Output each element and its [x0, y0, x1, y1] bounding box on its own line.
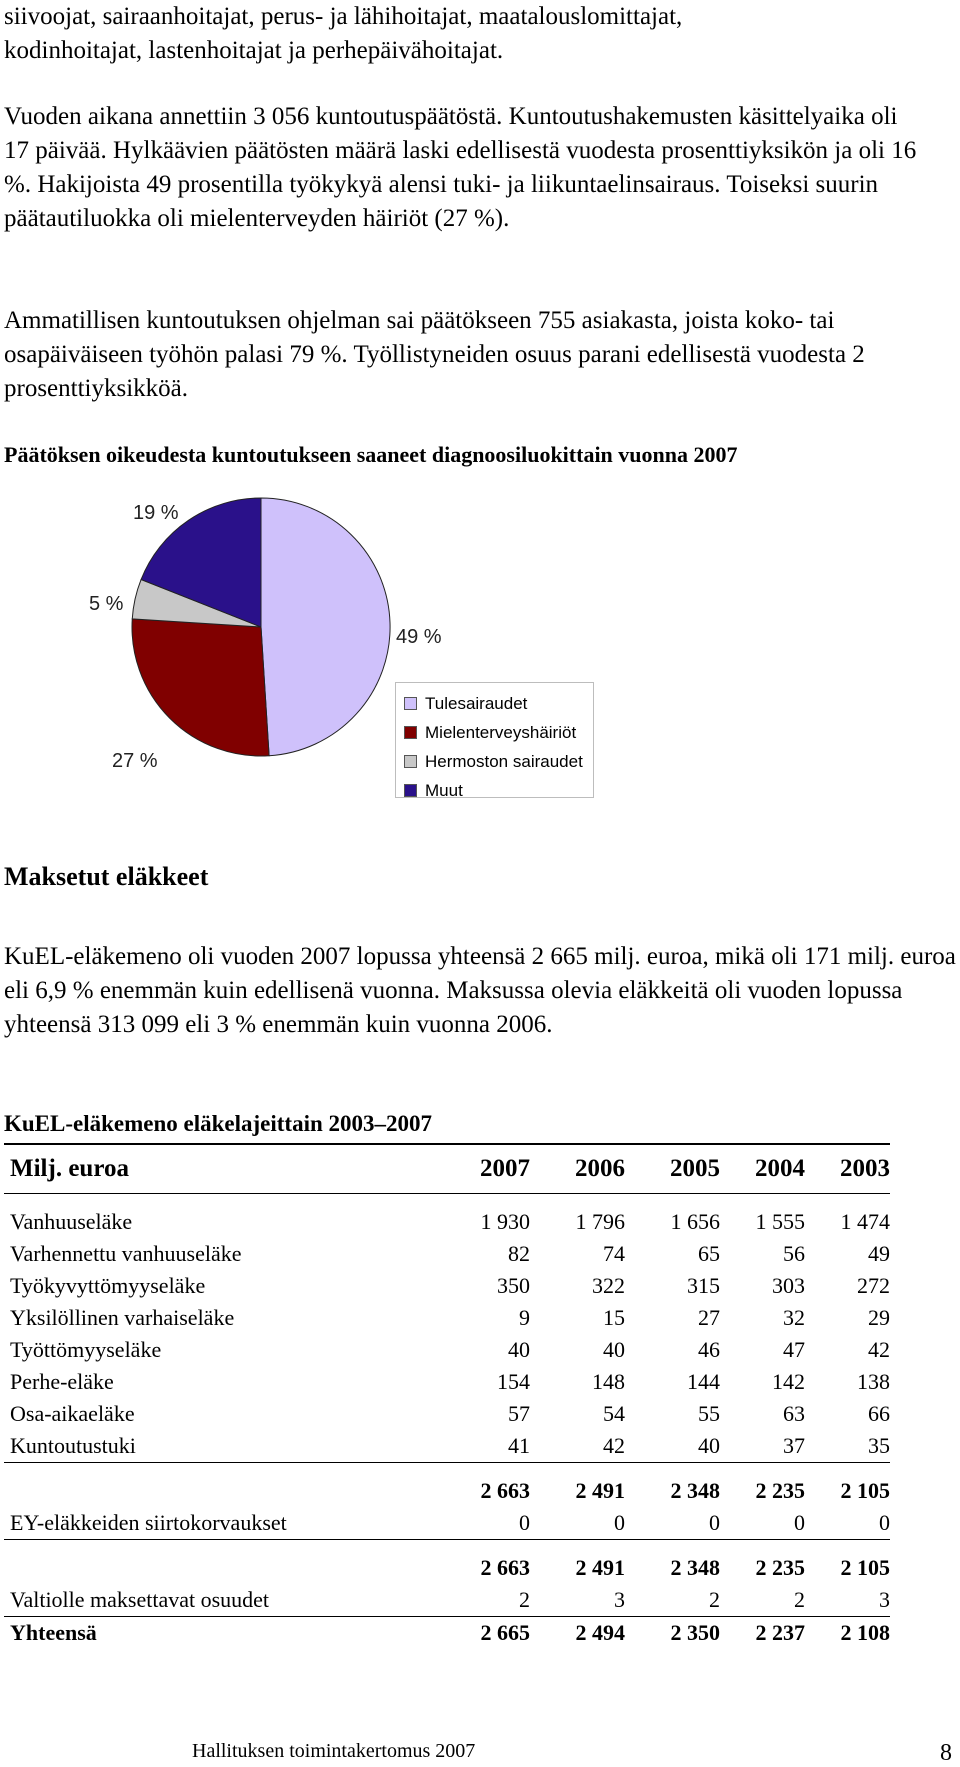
table-cell: 2006	[530, 1144, 625, 1194]
table-spacer-cell	[455, 1463, 530, 1476]
table-cell: 2 350	[670, 1620, 720, 1645]
table-row-label	[4, 1552, 455, 1584]
table-title: KuEL-eläkemeno eläkelajeittain 2003–2007	[4, 1111, 433, 1136]
table-row	[4, 1238, 890, 1270]
table-cell: 41	[455, 1430, 530, 1463]
table-cell: 49	[868, 1241, 890, 1266]
table-cell: 40	[508, 1337, 530, 1362]
table-cell: 2005	[625, 1144, 720, 1194]
chart-heading: Päätöksen oikeudesta kuntoutukseen saaneet diagnoosiluokittain vuonna 2007	[4, 442, 738, 467]
table-cell: 0	[530, 1507, 625, 1540]
table-row-label	[4, 1475, 455, 1507]
table-row-label: Perhe-eläke	[10, 1369, 114, 1394]
table-spacer-cell	[455, 1540, 530, 1553]
table-subtotal-row	[4, 1475, 890, 1507]
table-row	[4, 1206, 890, 1238]
table-row-label: Yhteensä	[10, 1620, 97, 1645]
legend-item	[404, 776, 593, 805]
table-cell: 0	[625, 1507, 720, 1540]
table-cell: 0	[720, 1507, 805, 1540]
table-cell: 2007	[455, 1144, 530, 1194]
legend-label: Tulesairaudet	[425, 693, 528, 713]
table-cell: 2 663	[480, 1478, 530, 1503]
table-cell: 54	[603, 1401, 625, 1426]
table-row	[4, 1270, 890, 1302]
table-cell: 2 105	[840, 1555, 890, 1580]
table-cell: 2 235	[755, 1555, 805, 1580]
table-cell: 2004	[720, 1144, 805, 1194]
table-cell: 37	[720, 1430, 805, 1463]
table-subtotal-row	[4, 1552, 890, 1584]
legend-label: Hermoston sairaudet	[425, 751, 583, 771]
table-cell: 2 108	[840, 1620, 890, 1645]
table-cell: 2 665	[480, 1620, 530, 1645]
pie-slice-mielenterveys	[132, 619, 269, 756]
table-cell: 42	[530, 1430, 625, 1463]
table-cell: 2 348	[670, 1555, 720, 1580]
table-spacer-cell	[4, 1194, 455, 1207]
table-spacer-cell	[530, 1463, 625, 1476]
table-cell: 66	[868, 1401, 890, 1426]
table-cell: 40	[603, 1337, 625, 1362]
pie-chart	[0, 480, 960, 820]
table-row-label: Valtiolle maksettavat osuudet	[4, 1584, 455, 1617]
pie-slice-tulesairaudet	[261, 498, 390, 756]
table-cell: 2 105	[840, 1478, 890, 1503]
table-cell: 57	[508, 1401, 530, 1426]
pie-label-hermoston: 5 %	[89, 593, 124, 615]
table-cell: 154	[497, 1369, 530, 1394]
table-row	[4, 1302, 890, 1334]
footer-text: Hallituksen toimintakertomus 2007	[192, 1740, 476, 1762]
table-row-label: Osa-aikaeläke	[10, 1401, 135, 1426]
table-spacer-cell	[805, 1194, 890, 1207]
table-spacer-cell	[530, 1194, 625, 1207]
table-spacer-cell	[4, 1463, 455, 1476]
pension-expenditure-table	[4, 1143, 890, 1649]
table-cell: 74	[603, 1241, 625, 1266]
table-row-label: Milj. euroa	[4, 1144, 455, 1194]
legend-item	[404, 689, 593, 718]
table-cell: 138	[857, 1369, 890, 1394]
table-spacer	[4, 1194, 890, 1207]
table-row-label: Varhennettu vanhuuseläke	[10, 1241, 242, 1266]
table-spacer-cell	[805, 1463, 890, 1476]
table-row-label: Kuntoutustuki	[4, 1430, 455, 1463]
table-cell: 2 348	[670, 1478, 720, 1503]
table-cell: 2 491	[575, 1555, 625, 1580]
section-pensions-title: Maksetut eläkkeet	[4, 862, 209, 891]
table-cell: 1 930	[480, 1209, 530, 1234]
table-cell: 55	[698, 1401, 720, 1426]
table-cell: 56	[783, 1241, 805, 1266]
table-spacer-cell	[720, 1194, 805, 1207]
table-cell: 303	[772, 1273, 805, 1298]
table-cell: 1 796	[575, 1209, 625, 1234]
table-spacer-cell	[530, 1540, 625, 1553]
table-cell: 32	[783, 1305, 805, 1330]
table-cell: 144	[687, 1369, 720, 1394]
table-cell: 322	[592, 1273, 625, 1298]
table-cell: 2 491	[575, 1478, 625, 1503]
table-cell: 2	[455, 1584, 530, 1617]
table-header-row	[4, 1144, 890, 1194]
table-row	[4, 1398, 890, 1430]
legend-item	[404, 718, 593, 747]
table-total-row	[4, 1617, 890, 1650]
table-cell: 1 555	[755, 1209, 805, 1234]
table-row-label: EY-eläkkeiden siirtokorvaukset	[4, 1507, 455, 1540]
table-row-label: Työkyvyttömyyseläke	[10, 1273, 206, 1298]
table-cell: 2	[720, 1584, 805, 1617]
pie-label-tulesairaudet: 49 %	[396, 626, 442, 648]
table-cell: 148	[592, 1369, 625, 1394]
pie-label-muut: 19 %	[133, 502, 179, 524]
table-spacer-cell	[625, 1194, 720, 1207]
table-row-label: Vanhuuseläke	[10, 1209, 133, 1234]
table-cell: 2	[625, 1584, 720, 1617]
intro-line-1: siivoojat, sairaanhoitajat, perus- ja lähihoitajat, maatalouslomittajat,	[4, 3, 683, 30]
table-spacer-cell	[455, 1194, 530, 1207]
table-cell: 65	[698, 1241, 720, 1266]
table-cell: 63	[783, 1401, 805, 1426]
table-cell: 40	[625, 1430, 720, 1463]
table-cell: 1 474	[840, 1209, 890, 1234]
table-row	[4, 1584, 890, 1617]
table-cell: 46	[698, 1337, 720, 1362]
table-cell: 2 494	[575, 1620, 625, 1645]
table-cell: 272	[857, 1273, 890, 1298]
legend-label: Mielenterveyshäiriöt	[425, 722, 577, 742]
table-row-label: Työttömyyseläke	[10, 1337, 162, 1362]
table-row	[4, 1366, 890, 1398]
table-cell: 29	[868, 1305, 890, 1330]
table-cell: 2003	[805, 1144, 890, 1194]
table-row	[4, 1507, 890, 1540]
table-cell: 0	[805, 1507, 890, 1540]
table-spacer-cell	[805, 1540, 890, 1553]
table-cell: 1 656	[670, 1209, 720, 1234]
table-cell: 35	[805, 1430, 890, 1463]
table-spacer-cell	[625, 1540, 720, 1553]
intro-line-2: kodinhoitajat, lastenhoitajat ja perhepäivähoitajat.	[4, 37, 504, 64]
table-cell: 47	[783, 1337, 805, 1362]
table-cell: 350	[497, 1273, 530, 1298]
table-cell: 15	[603, 1305, 625, 1330]
legend-item	[404, 747, 593, 776]
paragraph-decisions: Vuoden aikana annettiin 3 056 kuntoutuspäätöstä. Kuntoutushakemusten käsittelyaika oli 17 päivää. Hylkäävien päätösten määrä laski edellisestä vuodesta prosenttiyksikön ja oli 16 %. Hakijoista 49 prosentilla työkykyä alensi tuki- ja liikuntaelinsairaus. Toiseksi suurin päätautiluokka oli mielenterveyden häiriöt (27 %).	[4, 103, 917, 232]
table-cell: 0	[455, 1507, 530, 1540]
table-cell: 9	[519, 1305, 530, 1330]
paragraph-vocational: Ammatillisen kuntoutuksen ohjelman sai päätökseen 755 asiakasta, joista koko- tai osapäiväiseen työhön palasi 79 %. Työllistyneiden osuus parani edellisestä vuodesta 2 prosenttiyksikköä.	[4, 307, 865, 402]
table-row	[4, 1334, 890, 1366]
table-cell: 315	[687, 1273, 720, 1298]
table-cell: 82	[508, 1241, 530, 1266]
table-cell: 42	[868, 1337, 890, 1362]
table-spacer	[4, 1463, 890, 1476]
section-pensions-text: KuEL-eläkemeno oli vuoden 2007 lopussa yhteensä 2 665 milj. euroa, mikä oli 171 milj. euroa eli 6,9 % enemmän kuin edellisenä vuonna. Maksussa olevia eläkkeitä oli vuoden lopussa yhteensä 313 099 eli 3 % enemmän kuin vuonna 2006.	[4, 943, 956, 1038]
table-cell: 3	[805, 1584, 890, 1617]
legend-label: Muut	[425, 780, 463, 800]
table-spacer	[4, 1540, 890, 1553]
legend-swatch	[404, 726, 417, 739]
legend-swatch	[404, 755, 417, 768]
pie-label-mielenterveys: 27 %	[112, 750, 158, 772]
table-cell: 2 235	[755, 1478, 805, 1503]
table-spacer-cell	[625, 1463, 720, 1476]
chart-legend	[395, 682, 594, 798]
table-cell: 142	[772, 1369, 805, 1394]
table-spacer-cell	[720, 1540, 805, 1553]
legend-swatch	[404, 784, 417, 797]
table-cell: 2 237	[755, 1620, 805, 1645]
table-cell: 27	[698, 1305, 720, 1330]
legend-swatch	[404, 697, 417, 710]
page-number: 8	[940, 1740, 952, 1766]
table-row	[4, 1430, 890, 1463]
table-row-label: Yksilöllinen varhaiseläke	[10, 1305, 235, 1330]
table-spacer-cell	[4, 1540, 455, 1553]
table-cell: 3	[530, 1584, 625, 1617]
table-cell: 2 663	[480, 1555, 530, 1580]
table-spacer-cell	[720, 1463, 805, 1476]
